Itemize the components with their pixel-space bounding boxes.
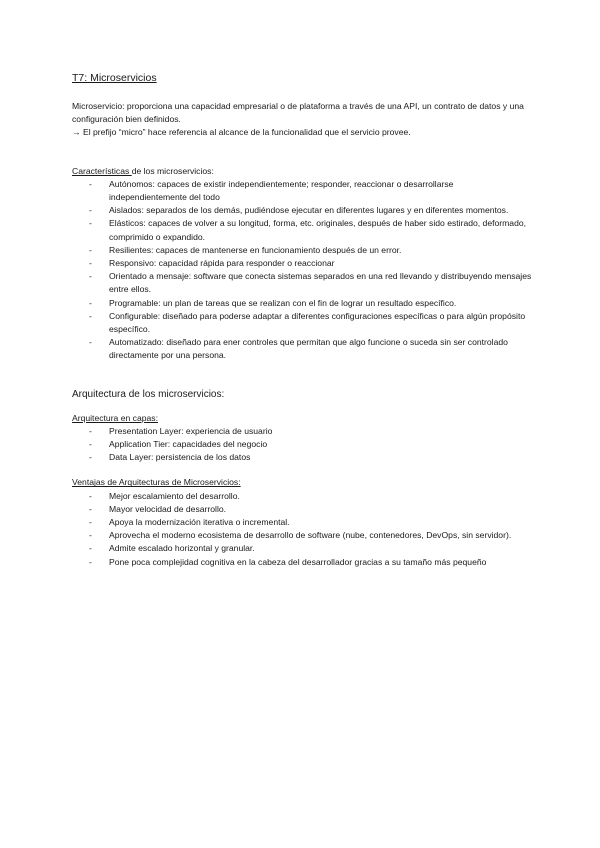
- layers-list: [72, 425, 532, 465]
- advantages-heading: Ventajas de Arquitecturas de Microservicios:: [72, 477, 241, 488]
- list-item: - Programable: un plan de tareas que se realizan con el fin de lograr un resultado específico.: [72, 297, 532, 310]
- list-item: - Elásticos: capaces de volver a su longitud, forma, etc. originales, después de haber sido estirado, deformado, comprimido o expandido.: [72, 217, 532, 243]
- list-item: - Mejor escalamiento del desarrollo.: [72, 490, 532, 503]
- list-item: - Configurable: diseñado para poderse adaptar a diferentes configuraciones específicas o para algún propósito específico.: [72, 310, 532, 336]
- list-item: - Pone poca complejidad cognitiva en la cabeza del desarrollador gracias a su tamaño más pequeño: [72, 556, 532, 569]
- list-item: - Admite escalado horizontal y granular.: [72, 542, 532, 555]
- characteristics-heading-underlined: Características: [72, 165, 132, 176]
- list-item: - Application Tier: capacidades del negocio: [72, 438, 532, 451]
- characteristics-list: [72, 178, 532, 363]
- list-item: - Responsivo: capacidad rápida para responder o reaccionar: [72, 257, 532, 270]
- characteristics-heading: [72, 165, 532, 178]
- list-item: - Apoya la modernización iterativa o incremental.: [72, 516, 532, 529]
- characteristics-heading-rest: de los microservicios:: [131, 165, 214, 176]
- micro-prefix-note: → El prefijo “micro” hace referencia al alcance de la funcionalidad que el servicio provee.: [72, 127, 411, 138]
- document-title: T7: Microservicios: [72, 72, 157, 84]
- list-item: - Aislados: separados de los demás, pudiéndose ejecutar en diferentes lugares y en diferentes momentos.: [72, 204, 532, 217]
- list-item: - Mayor velocidad de desarrollo.: [72, 503, 532, 516]
- microservice-definition: Microservicio: proporciona una capacidad empresarial o de plataforma a través de una API, un contrato de datos y una configuración bien definidos.: [72, 101, 524, 125]
- layered-architecture-heading: Arquitectura en capas:: [72, 412, 158, 423]
- document-page: [72, 72, 532, 569]
- list-item: - Data Layer: persistencia de los datos: [72, 451, 532, 464]
- list-item: - Resilientes: capaces de mantenerse en funcionamiento después de un error.: [72, 244, 532, 257]
- list-item: - Presentation Layer: experiencia de usuario: [72, 425, 532, 438]
- list-item: - Autónomos: capaces de existir independientemente; responder, reaccionar o desarrollarse independientemente del todo: [72, 178, 532, 204]
- advantages-list: [72, 490, 532, 569]
- list-item: - Automatizado: diseñado para ener controles que permitan que algo funcione o suceda sin ser controlado directamente por una persona.: [72, 336, 532, 362]
- architecture-heading: Arquitectura de los microservicios:: [72, 388, 225, 400]
- list-item: - Aprovecha el moderno ecosistema de desarrollo de software (nube, contenedores, DevOps, sin servidor).: [72, 529, 532, 542]
- list-item: - Orientado a mensaje: software que conecta sistemas separados en una red llevando y distribuyendo mensajes entre ellos.: [72, 270, 532, 296]
